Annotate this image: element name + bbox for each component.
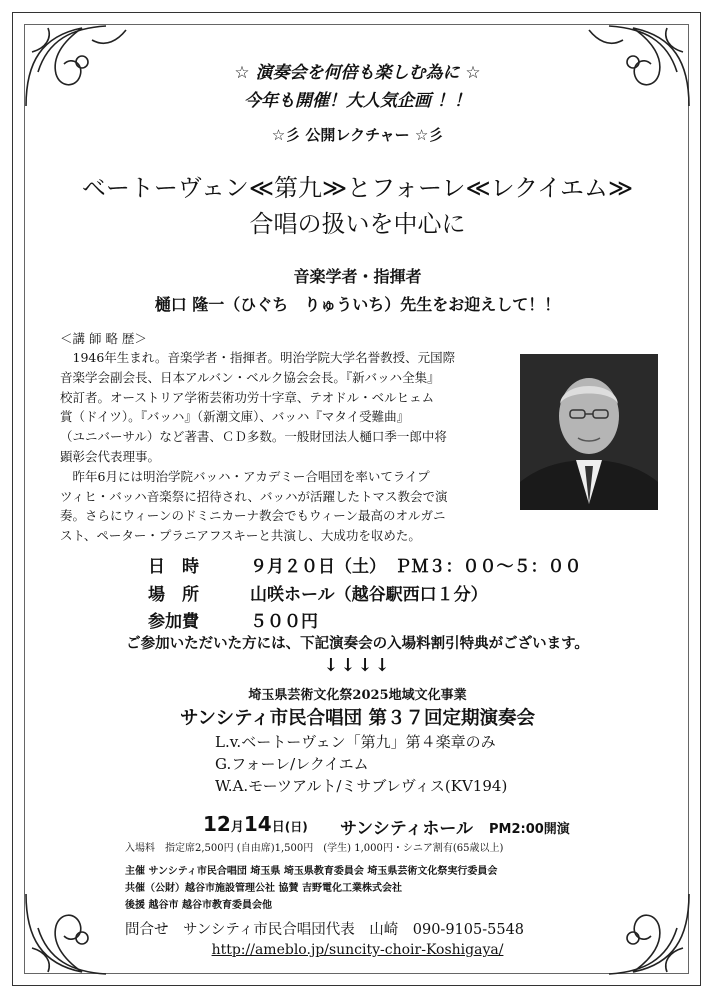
bio-line: 音楽学会副会長、日本アルバン・ベルク協会会長。『新バッハ全集』 [60, 369, 440, 385]
corner-ornament-bottom-left [22, 888, 132, 978]
concert-weekday: (日) [284, 820, 308, 834]
bio-line: ツィヒ・バッハ音楽祭に招待され、バッハが活躍したトマス教会で演 [60, 488, 448, 504]
fee-value: ５００円 [250, 612, 318, 632]
date-value: ９月２０日（土） ＰＭ３：００～５：００ [250, 557, 582, 577]
bio-line: 校訂者。オーストリア学術芸術功労十字章、テオドル・ベルヒェム [60, 389, 435, 405]
program-item: L.v.ベートーヴェン「第九」第４楽章のみ [215, 733, 496, 751]
down-arrows: ↓↓↓↓ [323, 655, 392, 676]
concert-month: 12 [203, 812, 231, 836]
organizers-host: 主催 サンシティ市民合唱団 埼玉県 埼玉県教育委員会 埼玉県芸術文化祭実行委員会 [125, 866, 498, 877]
lecturer-photo [520, 354, 658, 510]
concert-date [203, 812, 308, 836]
bio-text [60, 348, 510, 546]
date-label: 日 時 [148, 557, 199, 577]
concert-series: 埼玉県芸術文化祭2025地域文化事業 [248, 688, 467, 703]
organizers-support: 後援 越谷市 越谷市教育委員会他 [125, 900, 272, 911]
corner-ornament-bottom-right [583, 888, 693, 978]
place-value: 山咲ホール（越谷駅西口１分） [250, 585, 488, 605]
place-label: 場 所 [148, 585, 199, 605]
program-item: G.フォーレ/レクイエム [215, 755, 369, 773]
concert-day: 14 [243, 812, 272, 836]
tagline-enjoy: ☆ 演奏会を何倍も楽しむ為に ☆ [234, 63, 481, 83]
discount-notice: ご参加いただいた方には、下記演奏会の入場料割引特典がございます。 [126, 636, 589, 652]
concert-hall: サンシティホール [340, 819, 474, 839]
contact-info: 問合せ サンシティ市民合唱団代表 山崎 090-9105-5548 [125, 922, 525, 938]
lecture-title-line2: 合唱の扱いを中心に [249, 210, 466, 238]
bio-line: （ユニバーサル）など著書、ＣＤ多数。一般財団法人樋口季一郎中将 [60, 429, 447, 445]
bio-line: 昨年6月には明治学院バッハ・アカデミー合唱団を率いてライプ [60, 468, 430, 484]
concert-start-time: PM2:00開演 [489, 822, 570, 837]
speaker-intro: 樋口 隆一（ひぐち りゅういち）先生をお迎えして！！ [154, 295, 561, 314]
website-link[interactable]: http://ameblo.jp/suncity-choir-Koshigaya/ [211, 942, 504, 958]
tagline-popular: 今年も開催！大人気企画 ！！ [244, 91, 471, 111]
bio-line: 顕彰会代表理事。 [60, 448, 161, 464]
bio-heading: ＜講 師 略 歴＞ [60, 331, 147, 346]
concert-title: サンシティ市民合唱団 第３７回定期演奏会 [179, 708, 536, 729]
speaker-role: 音楽学者・指揮者 [293, 267, 422, 286]
public-lecture-label: ☆彡 公開レクチャー ☆彡 [271, 126, 444, 144]
concert-month-unit: 月 [230, 820, 244, 835]
bio-line: 1946年生まれ。音楽学者・指揮者。明治学院大学名誉教授、元国際 [60, 350, 456, 365]
concert-day-unit: 日 [271, 820, 285, 835]
organizers-cohost: 共催（公財）越谷市施設管理公社 協賛 吉野電化工業株式会社 [125, 883, 402, 894]
bio-line: 賞（ドイツ）。『バッハ』（新潮文庫）、バッハ『マタイ受難曲』 [60, 409, 410, 425]
program-item: W.A.モーツアルト/ミサブレヴィス(KV194) [215, 777, 508, 795]
bio-line: 奏。さらにウィーンのドミニカーナ教会でもウィーン最高のオルガニ [60, 508, 446, 524]
fee-label: 参加費 [148, 612, 199, 632]
bio-line: スト、ペーター・プラニアフスキーと共演し、大成功を収めた。 [60, 528, 421, 544]
ticket-prices: 入場料 指定席2,500円 (自由席)1,500円 (学生) 1,000円・シニア割有(65歳以上) [125, 843, 504, 854]
portrait-illustration [520, 354, 658, 510]
lecture-title-line1: ベートーヴェン≪第九≫とフォーレ≪レクイエム≫ [81, 174, 634, 202]
